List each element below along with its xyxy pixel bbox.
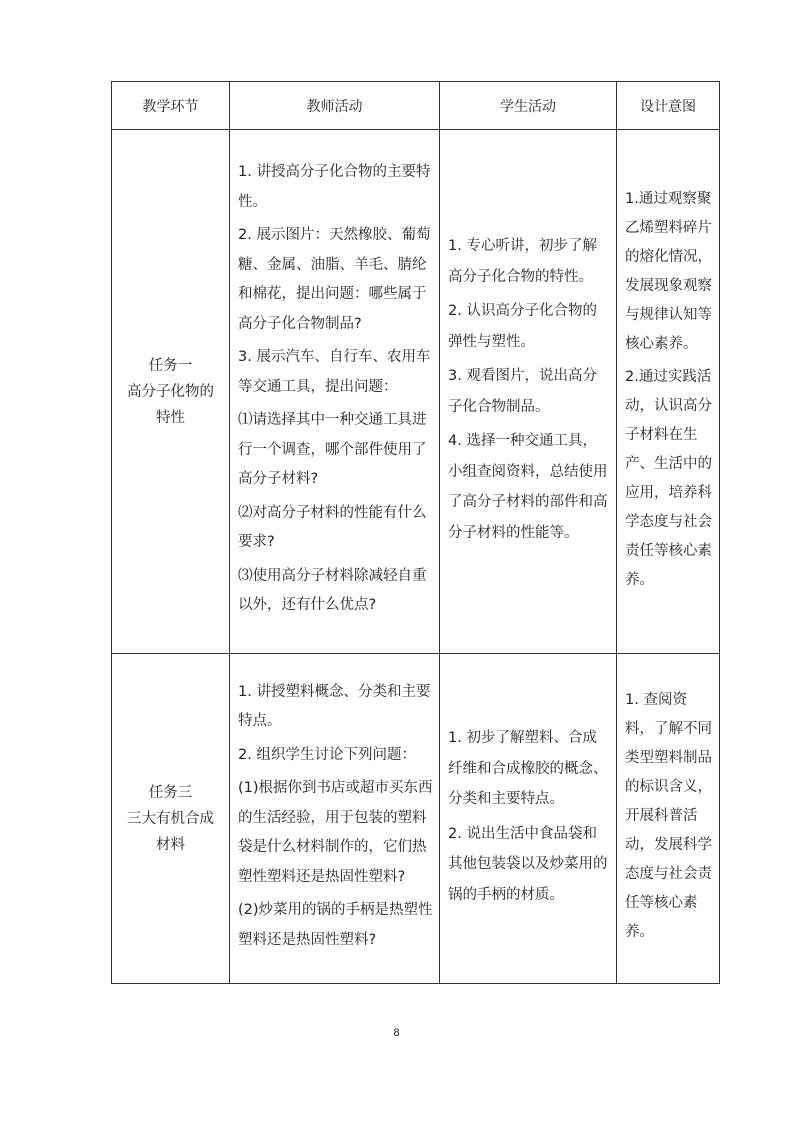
stage-cell	[112, 130, 230, 654]
teacher-item: ⑴请选择其中一种交通工具进行一个调查，哪个部件使用了高分子材料?	[238, 412, 427, 488]
header-row	[112, 82, 720, 130]
student-cell	[440, 130, 617, 654]
teacher-item: 2. 展示图片：天然橡胶、葡萄糖、金属、油脂、羊毛、腈纶和棉花，提出问题：哪些属于高分子化合物制品?	[238, 227, 431, 332]
teacher-item: (2)炒菜用的锅的手柄是热塑性塑料还是热固性塑料?	[238, 902, 433, 948]
header-teacher: 教师活动	[230, 82, 440, 130]
stage-cell	[112, 654, 230, 984]
teacher-item: 1. 讲授塑料概念、分类和主要特点。	[238, 683, 431, 730]
header-stage: 教学环节	[112, 82, 230, 130]
lesson-table	[111, 81, 720, 984]
stage-line: 高分子化物的	[127, 383, 214, 400]
intent-item: 1.通过观察聚乙烯塑料碎片的熔化情况，发展现象观察与规律认知等核心素养。	[625, 190, 712, 352]
student-item: 3. 观看图片，说出高分子化合物制品。	[448, 368, 597, 415]
student-item: 2. 认识高分子化合物的弹性与塑性。	[448, 303, 597, 350]
stage-line: 三大有机合成	[127, 810, 214, 827]
student-item: 1. 初步了解塑料、合成纤维和合成橡胶的概念、分类和主要特点。	[448, 730, 608, 807]
student-cell	[440, 654, 617, 984]
intent-cell	[617, 654, 720, 984]
header-intent: 设计意图	[617, 82, 720, 130]
student-item: 2. 说出生活中食品袋和其他包装袋以及炒菜用的锅的手柄的材质。	[448, 825, 608, 903]
stage-line: 特性	[156, 409, 185, 426]
teacher-cell	[230, 654, 440, 984]
intent-cell	[617, 130, 720, 654]
teacher-item: ⑵对高分子材料的性能有什么要求?	[238, 504, 427, 551]
student-item: 1. 专心听讲，初步了解高分子化合物的特性。	[448, 238, 597, 285]
stage-line: 材料	[156, 836, 185, 853]
stage-line: 任务一	[148, 357, 193, 374]
header-student: 学生活动	[440, 82, 617, 130]
stage-line: 任务三	[148, 784, 193, 801]
page-number: 8	[393, 1027, 400, 1039]
teacher-item: (1)根据你到书店或超市买东西的生活经验，用于包装的塑料袋是什么材料制作的，它们热塑性塑料还是热固性塑料?	[238, 780, 433, 885]
teacher-item: 1. 讲授高分子化合物的主要特性。	[238, 164, 431, 210]
teacher-item: ⑶使用高分子材料除减轻自重以外，还有什么优点?	[238, 567, 427, 614]
intent-item: 2.通过实践活动，认识高分子材料在生产、生活中的应用，培养科学态度与社会责任等核心素养。	[625, 368, 712, 588]
teacher-cell	[230, 130, 440, 654]
teacher-item: 2. 组织学生讨论下列问题：	[238, 746, 416, 763]
table-row	[112, 130, 720, 654]
student-item: 4. 选择一种交通工具，小组查阅资料，总结使用了高分子材料的部件和高分子材料的性能等。	[448, 433, 608, 541]
table-row	[112, 654, 720, 984]
teacher-item: 3. 展示汽车、自行车、农用车等交通工具，提出问题：	[238, 349, 431, 395]
intent-item: 1. 查阅资料，了解不同类型塑料制品的标识含义，开展科普活动，发展科学态度与社会责任等核心素养。	[625, 692, 712, 940]
